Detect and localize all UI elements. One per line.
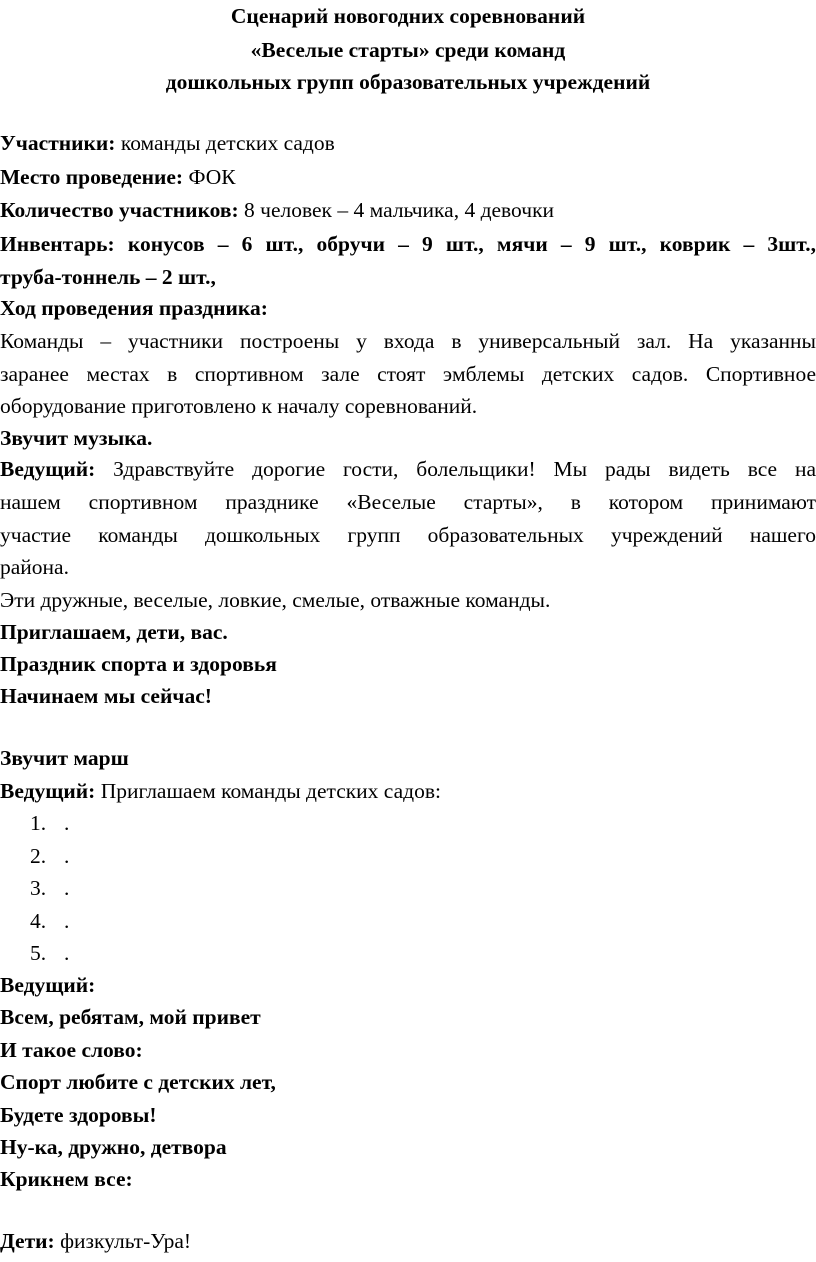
title-line-1: Сценарий новогодних соревнований <box>230 4 586 28</box>
verse1-line-3: Начинаем мы сейчас! <box>0 684 212 708</box>
list-item <box>30 843 69 869</box>
inventory-line-2: труба-тоннель – 2 шт., <box>0 265 216 289</box>
list-item-text: . <box>64 941 70 965</box>
list-item-number: 3. <box>30 876 47 900</box>
list-item-number: 4. <box>30 909 47 933</box>
title-line-2: «Веселые старты» среди команд <box>250 38 566 62</box>
children-reply-line <box>0 1228 816 1254</box>
participants-line <box>0 130 816 156</box>
list-item-number: 5. <box>30 941 47 965</box>
host-speech-line-3: участие команды дошкольных групп образовательных учреждений нашего <box>0 523 816 547</box>
list-item-number: 2. <box>30 844 47 868</box>
list-item <box>30 875 69 901</box>
verse2-line-5: Ну-ка, дружно, детвора <box>0 1135 227 1159</box>
list-item-text: . <box>64 876 70 900</box>
verse2-line-1: Всем, ребятам, мой привет <box>0 1005 261 1029</box>
children-label: Дети: <box>0 1229 55 1253</box>
list-item-text: . <box>64 909 70 933</box>
verse2-line-3: Спорт любите с детских лет, <box>0 1070 276 1094</box>
host-speech-line-1 <box>0 456 816 482</box>
host-label-3: Ведущий: <box>0 973 96 997</box>
title-line-3: дошкольных групп образовательных учреждений <box>165 70 651 94</box>
venue-label: Место проведение: <box>0 165 184 189</box>
verse1-line-2: Праздник спорта и здоровья <box>0 652 277 676</box>
verse2-line-4: Будете здоровы! <box>0 1103 157 1127</box>
host-speech-line-4: района. <box>0 555 69 579</box>
host-invite-text: Приглашаем команды детских садов: <box>95 779 441 803</box>
intro-line-1: Команды – участники построены у входа в универсальный зал. На указанны <box>0 329 816 353</box>
count-label: Количество участников: <box>0 198 239 222</box>
intro-line-2: заранее местах в спортивном зале стоят эмблемы детских садов. Спортивное <box>0 362 816 386</box>
list-item <box>30 810 69 836</box>
list-item-text: . <box>64 844 70 868</box>
list-item-text: . <box>64 811 70 835</box>
march-cue: Звучит марш <box>0 746 129 770</box>
host-label-2: Ведущий: <box>0 779 96 803</box>
host-speech-text: Здравствуйте дорогие гости, болельщики! Мы рады видеть все на <box>95 457 816 481</box>
count-line <box>0 197 816 223</box>
venue-line <box>0 164 816 190</box>
host-speech-line-2: нашем спортивном празднике «Веселые старты», в котором принимают <box>0 490 816 514</box>
list-item <box>30 908 69 934</box>
children-reply-text: физкульт-Ура! <box>54 1229 192 1253</box>
list-item <box>30 940 69 966</box>
count-value: 8 человек – 4 мальчика, 4 девочки <box>238 198 555 222</box>
music-cue: Звучит музыка. <box>0 426 153 450</box>
host-label: Ведущий: <box>0 457 96 481</box>
intro-line-3: оборудование приготовлено к началу соревнований. <box>0 394 478 418</box>
host-speech-line-5: Эти дружные, веселые, ловкие, смелые, отважные команды. <box>0 588 551 612</box>
verse1-line-1: Приглашаем, дети, вас. <box>0 620 228 644</box>
venue-value: ФОК <box>183 165 236 189</box>
verse2-line-6: Крикнем все: <box>0 1167 133 1191</box>
verse2-line-2: И такое слово: <box>0 1038 143 1062</box>
participants-value: команды детских садов <box>115 131 335 155</box>
host-invite-line <box>0 778 816 804</box>
progress-heading: Ход проведения праздника: <box>0 296 268 320</box>
participants-label: Участники: <box>0 131 116 155</box>
list-item-number: 1. <box>30 811 47 835</box>
inventory-line-1: Инвентарь: конусов – 6 шт., обручи – 9 шт., мячи – 9 шт., коврик – 3шт., <box>0 232 816 256</box>
